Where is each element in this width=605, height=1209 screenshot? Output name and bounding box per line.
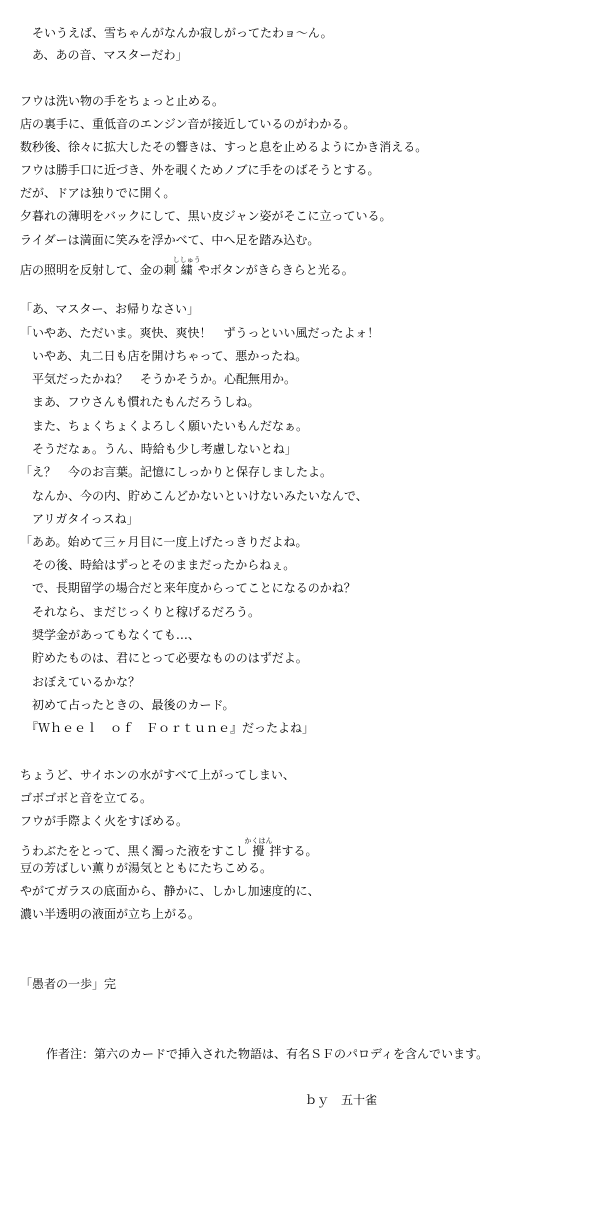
text-line: だが、ドアは独りでに開く。	[20, 186, 176, 200]
byline: ｂｙ 五十雀	[305, 1093, 378, 1107]
text-line: ライダーは満面に笑みを浮かべて、中へ足を踏み込む。	[20, 233, 320, 247]
text-line: フウは勝手口に近づき、外を覗くためノブに手をのばそうとする。	[20, 163, 380, 177]
text-line: 平気だったかね？ そうかそうか。心配無用か。	[20, 372, 297, 386]
text-line: フウは洗い物の手をちょっと止める。	[20, 94, 225, 108]
text-line: そうだなぁ。うん、時給も少し考慮しないとね」	[20, 442, 297, 456]
text-line: まあ、フウさんも慣れたもんだろうしね。	[20, 395, 260, 409]
text-line: ゴボゴボと音を立てる。	[20, 791, 153, 805]
text-line: 「あ、マスター、お帰りなさい」	[20, 302, 200, 316]
text-line: あ、あの音、マスターだわ」	[20, 48, 188, 62]
text-line: なんか、今の内、貯めこんどかないといけないみたいなんで、	[20, 489, 368, 503]
text-line: また、ちょくちょくよろしく願いたいもんだなぁ。	[20, 419, 309, 433]
text-line: ちょうど、サイホンの水がすべて上がってしまい、	[20, 768, 295, 782]
text-line: 数秒後、徐々に拡大したその響きは、すっと息を止めるようにかき消える。	[20, 140, 428, 154]
text-line: 「いやあ、ただいま。爽快、爽快！ ずうっといい風だったよォ！	[20, 326, 380, 340]
text-line: その後、時給はずっとそのままだったからねぇ。	[20, 558, 296, 572]
text-line: 奨学金があってもなくても…、	[20, 628, 200, 642]
text-line: フウが手際よく火をすぼめる。	[20, 814, 189, 828]
text-line: 貯めたものは、君にとって必要なもののはずだよ。	[20, 651, 308, 665]
text-line: で、長期留学の場合だと来年度からってことになるのかね？	[20, 581, 356, 595]
text-line: いやあ、丸二日も店を開けちゃって、悪かったね。	[20, 349, 308, 363]
text-line: 「ああ。始めて三ヶ月目に一度上げたっきりだよね。	[20, 535, 308, 549]
text-line-ruby: うわぶたをとって、黒く濁った液をすこし攪かくはん拌する。	[20, 837, 318, 858]
text-line: アリガタイっスね」	[20, 512, 139, 526]
author-note: 作者注：第六のカードで挿入された物語は、有名ＳＦのパロディを含んでいます。	[46, 1047, 489, 1061]
text-line: 「え？ 今のお言葉。記憶にしっかりと保存しましたよ。	[20, 465, 333, 479]
text-line: 豆の芳ばしい薫りが湯気とともにたちこめる。	[20, 861, 273, 875]
text-line: そいうえば、雪ちゃんがなんか寂しがってたわョ～ん。	[20, 26, 333, 40]
text-line: 濃い半透明の液面が立ち上がる。	[20, 907, 201, 921]
text-line: それなら、まだじっくりと稼げるだろう。	[20, 605, 261, 619]
text-line: 初めて占ったときの、最後のカード。	[20, 698, 235, 712]
end-mark: 「愚者の一歩」完	[20, 977, 117, 991]
text-line: 夕暮れの薄明をバックにして、黒い皮ジャン姿がそこに立っている。	[20, 209, 392, 223]
text-line: おぼえているかな？	[20, 675, 141, 689]
text-line: 店の裏手に、重低音のエンジン音が接近しているのがわかる。	[20, 117, 356, 131]
text-line: やがてガラスの底面から、静かに、しかし加速度的に、	[20, 884, 320, 898]
text-line: 『Ｗｈｅｅｌ ｏｆ Ｆｏｒｔｕｎｅ』だったよね」	[20, 721, 315, 735]
text-line-ruby: 店の照明を反射して、金の刺繍ししゅうやボタンがきらきらと光る。	[20, 256, 354, 277]
